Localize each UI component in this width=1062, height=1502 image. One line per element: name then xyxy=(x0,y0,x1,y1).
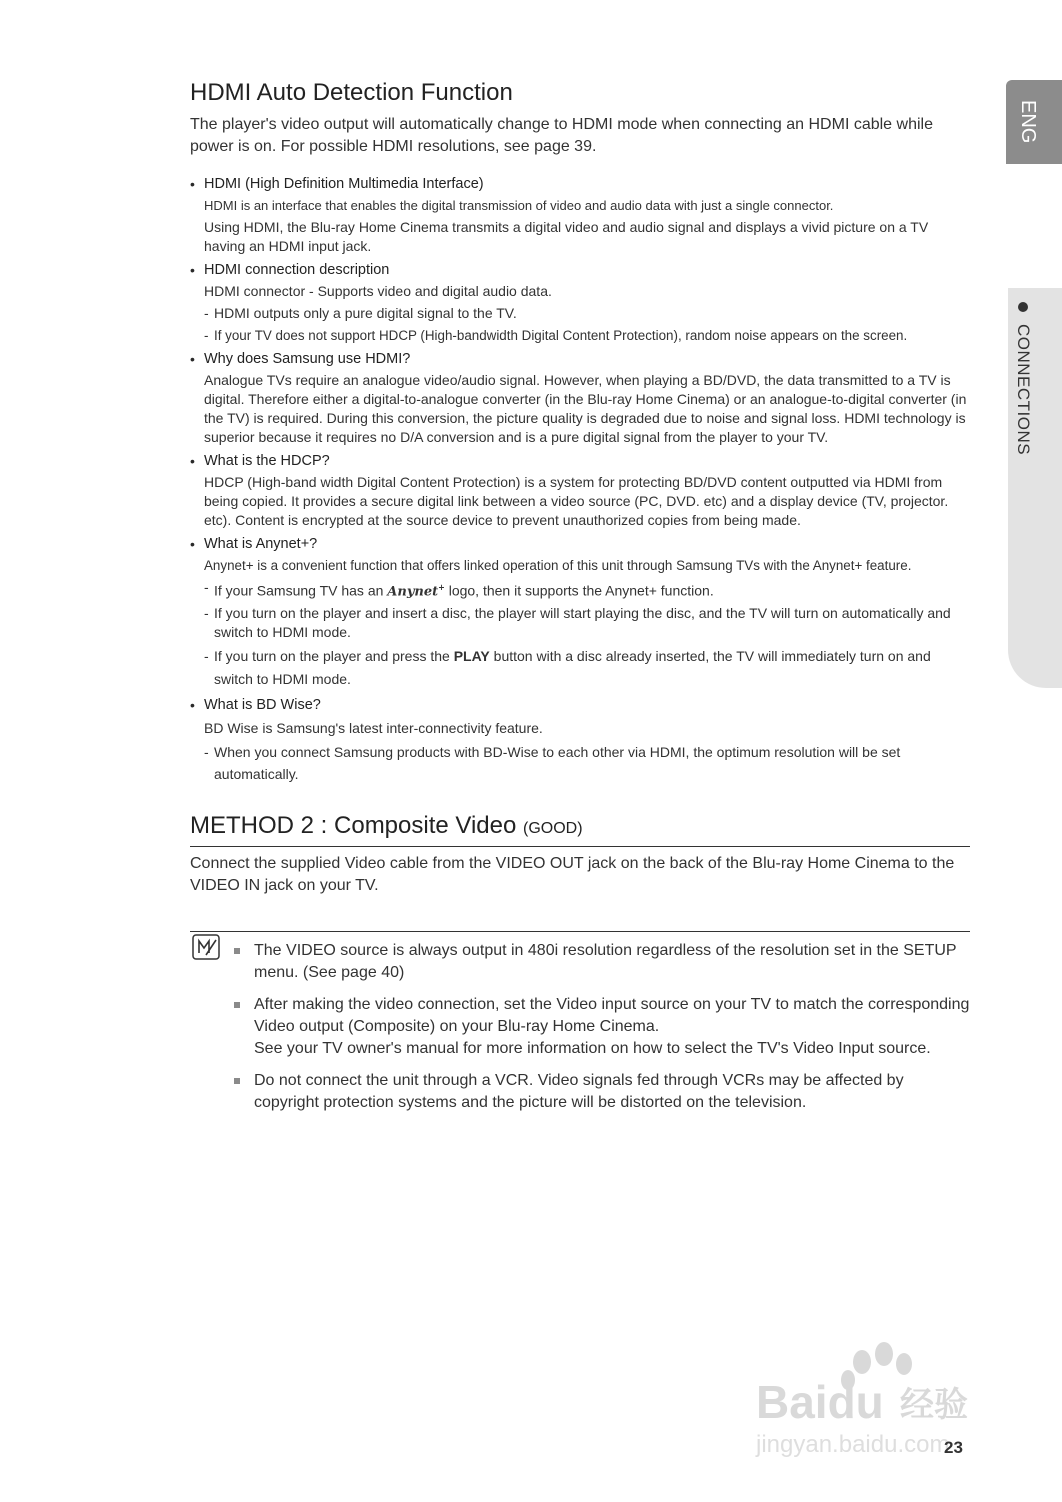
bullet-text: Anynet+ is a convenient function that offers linked operation of this unit through Samsung TVs with the Anynet+ feature. xyxy=(204,558,912,573)
bullet-text: HDMI is an interface that enables the digital transmission of video and audio data with just a single connector. xyxy=(204,198,834,213)
hdmi-section-title: HDMI Auto Detection Function xyxy=(190,79,513,106)
section-tab: CONNECTIONS xyxy=(1008,288,1062,688)
bullet-title: Why does Samsung use HDMI? xyxy=(204,351,411,367)
note-item: After making the video connection, set the Video input source on your TV to match the corresponding Video output (Composite) on your Blu-ray Home Cinema. See your TV owner's manual for more information on how to select the TV's Video Input source. xyxy=(254,994,970,1060)
bullet-dot: • xyxy=(190,453,195,469)
dash-text: If you turn on the player and insert a disc, the player will start playing the disc, and the TV will turn on automatically and switch to HDMI mode. xyxy=(214,605,951,641)
dash-text: If your TV does not support HDCP (High-bandwidth Digital Content Protection), random noise appears on the screen. xyxy=(214,328,908,343)
method2-text: Connect the supplied Video cable from the VIDEO OUT jack on the back of the Blu-ray Home Cinema to the VIDEO IN jack on your TV. xyxy=(190,855,955,895)
bullet-text: BD Wise is Samsung's latest inter-connectivity feature. xyxy=(204,720,543,737)
bullet-dot: • xyxy=(190,351,195,367)
list-item: • What is Anynet+? Anynet+ is a convenient function that offers linked operation of this unit through Samsung TVs with the Anynet+ feature. - If your Samsung TV has an Anynet+ logo, then it supports the Anynet+ function. - If you turn on the player and insert a disc, the player will start playing the disc, and the TV will turn on automatically and switch to HDMI mode. - If you turn on the player and press the PLAY button with a disc already inserted, the TV will immediately turn on and switch to HDMI mode. xyxy=(190,534,970,691)
dash-text: If your Samsung TV has an xyxy=(214,582,384,599)
note-item: The VIDEO source is always output in 480i resolution regardless of the resolution set in the SETUP menu. (See page 40) xyxy=(254,940,970,984)
bullet-title: HDMI connection description xyxy=(204,262,390,278)
bullet-dot: • xyxy=(190,262,195,278)
svg-text:经验: 经验 xyxy=(900,1385,968,1425)
note-item: Do not connect the unit through a VCR. Video signals fed through VCRs may be affected by copyright protection systems and the picture will be distorted on the television. xyxy=(254,1070,970,1114)
dash-text: HDMI outputs only a pure digital signal to the TV. xyxy=(214,305,517,321)
bullet-dot: • xyxy=(190,176,195,192)
dash-text: If you turn on the player and press the xyxy=(214,648,450,665)
list-item xyxy=(190,451,970,530)
note-icon xyxy=(192,934,220,960)
language-tab: ENG xyxy=(1006,80,1062,164)
bullet-text: Using HDMI, the Blu-ray Home Cinema transmits a digital video and audio signal and displays a vivid picture on a TV having an HDMI input jack. xyxy=(204,219,929,254)
anynet-logo: Anynet+ xyxy=(387,582,445,600)
hdmi-section-intro: The player's video output will automatically change to HDMI mode when connecting an HDMI cable while power is on. For possible HDMI resolutions, see page 39. xyxy=(190,116,933,155)
list-item: • What is BD Wise? BD Wise is Samsung's latest inter-connectivity feature. - When you connect Samsung products with BD-Wise to each other via HDMI, the optimum resolution will be set automatically. xyxy=(190,695,970,785)
svg-text:Baidu: Baidu xyxy=(756,1376,884,1428)
dash-text: button with a disc already inserted, the TV will immediately turn on and switch to HDMI mode. xyxy=(214,648,931,688)
method2-subtitle: (GOOD) xyxy=(523,820,583,838)
play-button-label: PLAY xyxy=(453,648,490,665)
bullet-text: Analogue TVs require an analogue video/audio signal. However, when playing a BD/DVD, the data transmitted to a TV is digital. Therefore either a digital-to-analogue converter (in the Blu-ray Home Cinema) or an analogue-to-digital converter (in the TV) is required. During this conversion, the picture quality is degraded due to noise and signal loss. HDMI technology is superior because it requires no D/A conversion and is a pure digital signal from the player to your TV. xyxy=(204,372,967,445)
bullet-title: What is Anynet+? xyxy=(204,536,318,552)
bullet-title: HDMI (High Definition Multimedia Interface) xyxy=(204,176,484,192)
list-item: • HDMI connection description HDMI connector - Supports video and digital audio data. - HDMI outputs only a pure digital signal to the TV. - If your TV does not support HDCP (High-bandwidth Digital Content Protection), random noise appears on the screen. xyxy=(190,260,970,345)
bullet-text: HDMI connector - Supports video and digital audio data. xyxy=(204,283,552,299)
svg-text:jingyan.baidu.com: jingyan.baidu.com xyxy=(756,1431,950,1458)
note-box xyxy=(190,931,970,1114)
page-number: 23 xyxy=(944,1438,963,1457)
bullet-dot: • xyxy=(190,536,195,552)
list-item xyxy=(190,349,970,447)
bullet-title: What is the HDCP? xyxy=(204,453,330,469)
bullet-title: What is BD Wise? xyxy=(204,697,321,714)
hdmi-faq-list xyxy=(190,174,970,785)
dash-text: When you connect Samsung products with BD-Wise to each other via HDMI, the optimum resolution will be set automatically. xyxy=(214,744,901,783)
dash-text: logo, then it supports the Anynet+ function. xyxy=(448,582,714,599)
bullet-dot: • xyxy=(190,697,195,714)
section-dot-icon xyxy=(1018,302,1028,312)
bullet-text: HDCP (High-band width Digital Content Protection) is a system for protecting BD/DVD content outputted via HDMI from being copied. It provides a secure digital link between a video source (PC, DVD. etc) and a display device (TV, projector. etc). Content is encrypted at the source device to prevent unauthorized copies from being made. xyxy=(204,474,949,528)
page-content xyxy=(190,78,970,1124)
list-item xyxy=(190,174,970,256)
method2-title: METHOD 2 : Composite Video (GOOD) xyxy=(190,811,970,847)
